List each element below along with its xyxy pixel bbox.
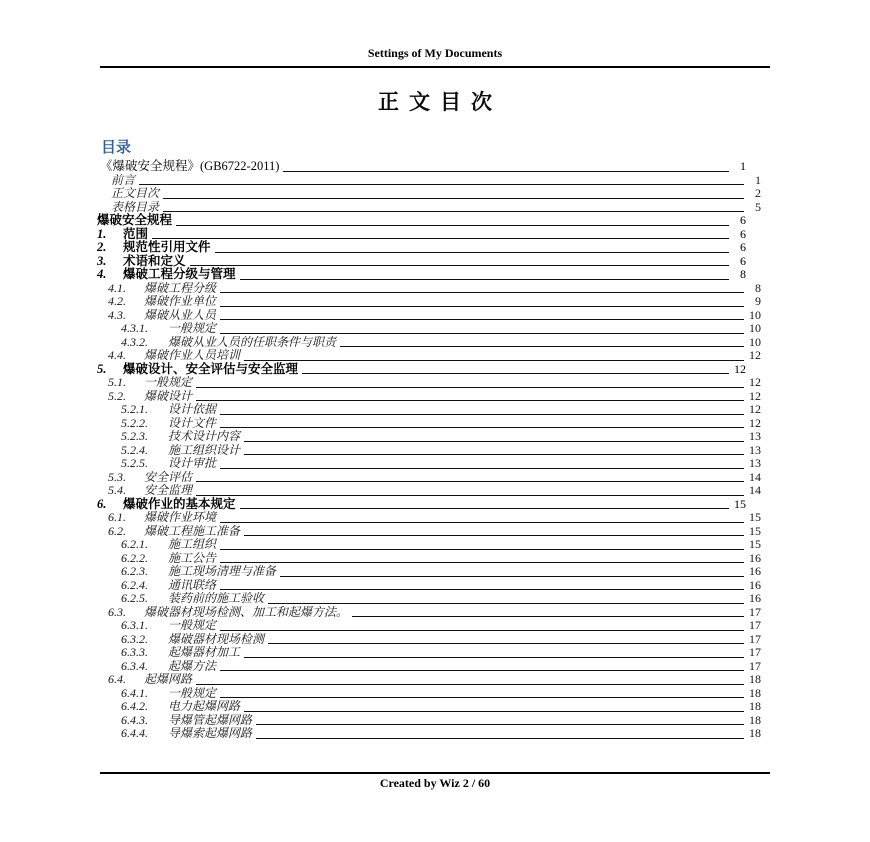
toc-entry-number: 5.4. bbox=[108, 483, 126, 497]
toc-leader-line bbox=[240, 279, 729, 280]
toc-entry-number: 5.3. bbox=[108, 469, 126, 484]
toc-entry-title: 设计文件 bbox=[168, 415, 217, 430]
toc-entry-title: 爆破作业环境 bbox=[144, 510, 217, 524]
toc-entry-title: 施工现场清理与准备 bbox=[168, 564, 277, 578]
toc-page-number: 14 bbox=[749, 469, 761, 484]
toc-entry-title: 起爆网路 bbox=[144, 672, 193, 686]
toc-entry-number: 6.3. bbox=[108, 604, 126, 619]
toc-page-number: 17 bbox=[749, 658, 761, 673]
toc-entry-number: 6.1. bbox=[108, 510, 126, 524]
toc-page-number: 12 bbox=[749, 388, 761, 403]
toc-leader-line bbox=[280, 576, 744, 577]
toc-leader-line bbox=[220, 670, 744, 671]
toc-entry-title: 设计审批 bbox=[168, 456, 217, 470]
toc-entry-title: 爆破从业人员的任职条件与职责 bbox=[168, 334, 337, 349]
toc-entry-number: 4.3.1. bbox=[121, 321, 148, 335]
toc-row[interactable] bbox=[97, 160, 768, 174]
toc-entry-number: 6.3.3. bbox=[121, 645, 148, 659]
toc-row[interactable] bbox=[97, 376, 768, 390]
toc-row[interactable] bbox=[97, 228, 768, 242]
toc-row[interactable] bbox=[97, 363, 768, 377]
toc-row[interactable] bbox=[97, 484, 768, 498]
toc-entry-title: 施工组织 bbox=[168, 537, 217, 551]
toc-page-number: 6 bbox=[740, 253, 746, 268]
toc-entry-number: 6.2.5. bbox=[121, 591, 148, 605]
toc-leader-line bbox=[163, 211, 744, 212]
toc-page-number: 8 bbox=[740, 267, 746, 281]
toc-leader-line bbox=[176, 225, 729, 226]
toc-entry-title: 起爆器材加工 bbox=[168, 645, 241, 659]
toc-entry-number: 6.2.3. bbox=[121, 564, 148, 578]
toc-entry-title: 电力起爆网路 bbox=[168, 699, 241, 713]
toc-entry-title: 设计依据 bbox=[168, 402, 217, 416]
toc-row[interactable] bbox=[97, 660, 768, 674]
toc-entry-number: 5.2.3. bbox=[121, 429, 148, 443]
toc-leader-line bbox=[220, 427, 744, 428]
toc-row[interactable] bbox=[97, 457, 768, 471]
toc-entry-title: 装药前的施工验收 bbox=[168, 591, 265, 605]
toc-page-number: 17 bbox=[749, 604, 761, 619]
toc-leader-line bbox=[244, 657, 744, 658]
footer-rule bbox=[100, 772, 770, 774]
toc-row[interactable] bbox=[97, 619, 768, 633]
toc-entry-number: 4.3. bbox=[108, 307, 126, 322]
toc-row[interactable] bbox=[97, 700, 768, 714]
toc-row[interactable] bbox=[97, 592, 768, 606]
toc-row[interactable] bbox=[97, 687, 768, 701]
toc-entry-number: 6. bbox=[97, 496, 107, 511]
toc-page-number: 12 bbox=[734, 361, 746, 376]
toc-row[interactable] bbox=[97, 511, 768, 525]
toc-row[interactable] bbox=[97, 403, 768, 417]
toc-entry-number: 6.4.3. bbox=[121, 712, 148, 727]
toc-leader-line bbox=[240, 508, 729, 509]
toc-entry-title: 爆破作业单位 bbox=[144, 294, 217, 308]
toc-page-number: 18 bbox=[749, 699, 761, 713]
toc-entry-number: 5.2.1. bbox=[121, 402, 148, 416]
toc-row[interactable] bbox=[97, 444, 768, 458]
toc-leader-line bbox=[220, 333, 744, 334]
toc-leader-line bbox=[220, 292, 744, 293]
toc-leader-line bbox=[220, 414, 744, 415]
toc-page-number: 16 bbox=[749, 577, 761, 592]
toc-page-number: 12 bbox=[749, 415, 761, 430]
toc-row[interactable] bbox=[97, 201, 768, 215]
toc-entry-title: 一般规定 bbox=[144, 375, 193, 389]
toc-entry-title: 一般规定 bbox=[168, 685, 217, 700]
toc-leader-line bbox=[220, 468, 744, 469]
toc-leader-line bbox=[196, 400, 744, 401]
toc-row[interactable] bbox=[97, 525, 768, 539]
toc-entry-title: 爆破设计、安全评估与安全监理 bbox=[123, 361, 299, 376]
toc-entry-number: 6.3.4. bbox=[121, 658, 148, 673]
toc-row[interactable] bbox=[97, 538, 768, 552]
toc-page-number: 12 bbox=[749, 402, 761, 416]
toc-row[interactable] bbox=[97, 187, 768, 201]
page-title: 正文目次 bbox=[378, 90, 502, 114]
toc-row[interactable] bbox=[97, 633, 768, 647]
toc-page-number: 10 bbox=[749, 334, 761, 349]
toc-row[interactable] bbox=[97, 417, 768, 431]
toc-leader-line bbox=[220, 562, 744, 563]
toc-leader-line bbox=[196, 387, 744, 388]
toc-page-number: 15 bbox=[749, 510, 761, 524]
toc-row[interactable] bbox=[97, 295, 768, 309]
toc-page-number: 13 bbox=[749, 429, 761, 443]
toc-entry-number: 5.2.4. bbox=[121, 442, 148, 457]
toc-row[interactable] bbox=[97, 309, 768, 323]
toc-page-number: 14 bbox=[749, 483, 761, 497]
toc-leader-line bbox=[352, 616, 744, 617]
toc-entry-number: 1. bbox=[97, 226, 107, 241]
toc-entry-number: 4. bbox=[97, 267, 107, 281]
page-footer: Created by Wiz 2 / 60 bbox=[379, 776, 491, 790]
toc-row[interactable] bbox=[97, 241, 768, 255]
toc-entry-title: 一般规定 bbox=[168, 321, 217, 335]
toc-page-number: 1 bbox=[755, 172, 761, 187]
toc-page-number: 12 bbox=[749, 348, 761, 362]
toc-row[interactable] bbox=[97, 565, 768, 579]
toc-entry-title: 爆破工程分级 bbox=[144, 280, 217, 295]
toc-leader-line bbox=[220, 697, 744, 698]
toc-leader-line bbox=[220, 589, 744, 590]
toc-leader-line bbox=[215, 252, 729, 253]
toc-row[interactable] bbox=[97, 552, 768, 566]
toc-row[interactable] bbox=[97, 390, 768, 404]
toc-leader-line bbox=[220, 319, 744, 320]
toc-leader-line bbox=[152, 238, 729, 239]
toc-entry-number: 5.2.2. bbox=[121, 415, 148, 430]
header-rule bbox=[100, 66, 770, 68]
toc-entry-title: 爆破器材现场检测、加工和起爆方法。 bbox=[144, 604, 349, 619]
toc-leader-line bbox=[244, 441, 744, 442]
toc-page-number: 16 bbox=[749, 550, 761, 565]
toc-entry-number: 6.3.1. bbox=[121, 618, 148, 632]
toc-entry-title: 导爆索起爆网路 bbox=[168, 726, 253, 740]
toc-page-number: 6 bbox=[740, 240, 746, 254]
toc-leader-line bbox=[196, 481, 744, 482]
toc-page-number: 15 bbox=[749, 523, 761, 538]
toc-entry-number: 6.4. bbox=[108, 672, 126, 686]
toc-heading: 目录 bbox=[101, 139, 132, 156]
toc-leader-line bbox=[139, 184, 744, 185]
toc-leader-line bbox=[190, 265, 729, 266]
toc-page-number: 18 bbox=[749, 712, 761, 727]
toc-page-number: 6 bbox=[740, 226, 746, 241]
toc-entry-number: 6.2. bbox=[108, 523, 126, 538]
toc-page-number: 18 bbox=[749, 685, 761, 700]
toc-leader-line bbox=[220, 306, 744, 307]
toc-entry-number: 6.2.4. bbox=[121, 577, 148, 592]
toc-leader-line bbox=[220, 549, 744, 550]
toc-row[interactable] bbox=[97, 579, 768, 593]
toc-page-number: 17 bbox=[749, 631, 761, 646]
toc-row[interactable] bbox=[97, 714, 768, 728]
toc-entry-number: 4.2. bbox=[108, 294, 126, 308]
toc-entry-title: 安全监理 bbox=[144, 483, 193, 497]
toc-entry-title: 爆破设计 bbox=[144, 388, 193, 403]
toc-leader-line bbox=[268, 643, 744, 644]
toc-row[interactable] bbox=[97, 673, 768, 687]
toc-entry-number: 6.4.1. bbox=[121, 685, 148, 700]
toc-leader-line bbox=[302, 373, 729, 374]
toc-page-number: 16 bbox=[749, 591, 761, 605]
toc-entry-title: 技术设计内容 bbox=[168, 429, 241, 443]
toc-entry-title: 爆破作业的基本规定 bbox=[123, 496, 236, 511]
toc-entry-number: 6.3.2. bbox=[121, 631, 148, 646]
toc-entry-title: 术语和定义 bbox=[123, 253, 186, 268]
toc-page-number: 13 bbox=[749, 456, 761, 470]
toc-leader-line bbox=[196, 684, 744, 685]
toc-entry-title: 爆破从业人员 bbox=[144, 307, 217, 322]
page-header: Settings of My Documents bbox=[367, 46, 503, 60]
toc-entry-title: 爆破工程分级与管理 bbox=[123, 267, 236, 281]
toc-leader-line bbox=[244, 360, 744, 361]
toc-row[interactable] bbox=[97, 282, 768, 296]
toc-entry-number: 4.3.2. bbox=[121, 334, 148, 349]
toc-entry-title: 起爆方法 bbox=[168, 658, 217, 673]
toc-leader-line bbox=[256, 738, 744, 739]
toc-row[interactable] bbox=[97, 174, 768, 188]
toc-entry-number: 4.1. bbox=[108, 280, 126, 295]
toc-entry-number: 4.4. bbox=[108, 348, 126, 362]
toc-page-number: 17 bbox=[749, 618, 761, 632]
toc-leader-line bbox=[283, 171, 729, 172]
toc-entry-title: 爆破工程施工准备 bbox=[144, 523, 241, 538]
toc-entry-number: 5. bbox=[97, 361, 107, 376]
toc-leader-line bbox=[256, 724, 744, 725]
toc-entry-title: 爆破安全规程 bbox=[97, 213, 173, 227]
toc-entry-number: 5.2. bbox=[108, 388, 126, 403]
toc-page-number: 10 bbox=[749, 307, 761, 322]
toc-page-number: 8 bbox=[755, 280, 761, 295]
toc-entry-title: 导爆管起爆网路 bbox=[168, 712, 253, 727]
toc-page-number: 17 bbox=[749, 645, 761, 659]
toc-row[interactable] bbox=[97, 430, 768, 444]
toc-entry-title: 施工公告 bbox=[168, 550, 217, 565]
toc-row[interactable] bbox=[97, 471, 768, 485]
toc-entry-number: 6.2.1. bbox=[121, 537, 148, 551]
toc-page-number: 6 bbox=[740, 213, 746, 227]
toc-row[interactable] bbox=[97, 498, 768, 512]
toc-entry-title: 施工组织设计 bbox=[168, 442, 241, 457]
toc-entry-title: 前言 bbox=[111, 172, 136, 187]
toc-page-number: 15 bbox=[734, 496, 746, 511]
toc-entry-title: 通讯联络 bbox=[168, 577, 217, 592]
toc-entry-title: 《爆破安全规程》(GB6722-2011) bbox=[100, 159, 280, 173]
toc-row[interactable] bbox=[97, 322, 768, 336]
toc-leader-line bbox=[163, 198, 744, 199]
toc-entry-number: 3. bbox=[97, 253, 107, 268]
toc-entry-title: 表格目录 bbox=[111, 199, 160, 214]
toc-page-number: 18 bbox=[749, 726, 761, 740]
toc-row[interactable] bbox=[97, 727, 768, 741]
toc-page-number: 1 bbox=[740, 159, 746, 173]
table-of-contents bbox=[97, 160, 768, 741]
toc-leader-line bbox=[196, 495, 744, 496]
toc-leader-line bbox=[220, 522, 744, 523]
toc-page-number: 12 bbox=[749, 375, 761, 389]
toc-entry-title: 规范性引用文件 bbox=[123, 240, 211, 254]
toc-page-number: 2 bbox=[755, 186, 761, 200]
toc-row[interactable] bbox=[97, 606, 768, 620]
toc-entry-title: 爆破器材现场检测 bbox=[168, 631, 265, 646]
toc-page-number: 15 bbox=[749, 537, 761, 551]
toc-entry-number: 6.2.2. bbox=[121, 550, 148, 565]
toc-entry-title: 爆破作业人员培训 bbox=[144, 348, 241, 362]
toc-entry-title: 正文目次 bbox=[111, 186, 160, 200]
toc-leader-line bbox=[268, 603, 744, 604]
toc-leader-line bbox=[244, 535, 744, 536]
toc-entry-title: 一般规定 bbox=[168, 618, 217, 632]
toc-page-number: 5 bbox=[755, 199, 761, 214]
toc-leader-line bbox=[340, 346, 744, 347]
toc-entry-title: 安全评估 bbox=[144, 469, 193, 484]
toc-entry-number: 6.4.4. bbox=[121, 726, 148, 740]
toc-entry-number: 5.1. bbox=[108, 375, 126, 389]
toc-row[interactable] bbox=[97, 255, 768, 269]
toc-row[interactable] bbox=[97, 349, 768, 363]
toc-leader-line bbox=[244, 454, 744, 455]
toc-row[interactable] bbox=[97, 336, 768, 350]
toc-entry-number: 5.2.5. bbox=[121, 456, 148, 470]
toc-row[interactable] bbox=[97, 268, 768, 282]
toc-page-number: 18 bbox=[749, 672, 761, 686]
toc-page-number: 16 bbox=[749, 564, 761, 578]
toc-page-number: 9 bbox=[755, 294, 761, 308]
toc-page-number: 10 bbox=[749, 321, 761, 335]
toc-entry-number: 2. bbox=[97, 240, 107, 254]
toc-row[interactable] bbox=[97, 646, 768, 660]
toc-entry-title: 范围 bbox=[123, 226, 149, 241]
toc-leader-line bbox=[220, 630, 744, 631]
toc-row[interactable] bbox=[97, 214, 768, 228]
toc-leader-line bbox=[244, 711, 744, 712]
toc-page-number: 13 bbox=[749, 442, 761, 457]
toc-entry-number: 6.4.2. bbox=[121, 699, 148, 713]
